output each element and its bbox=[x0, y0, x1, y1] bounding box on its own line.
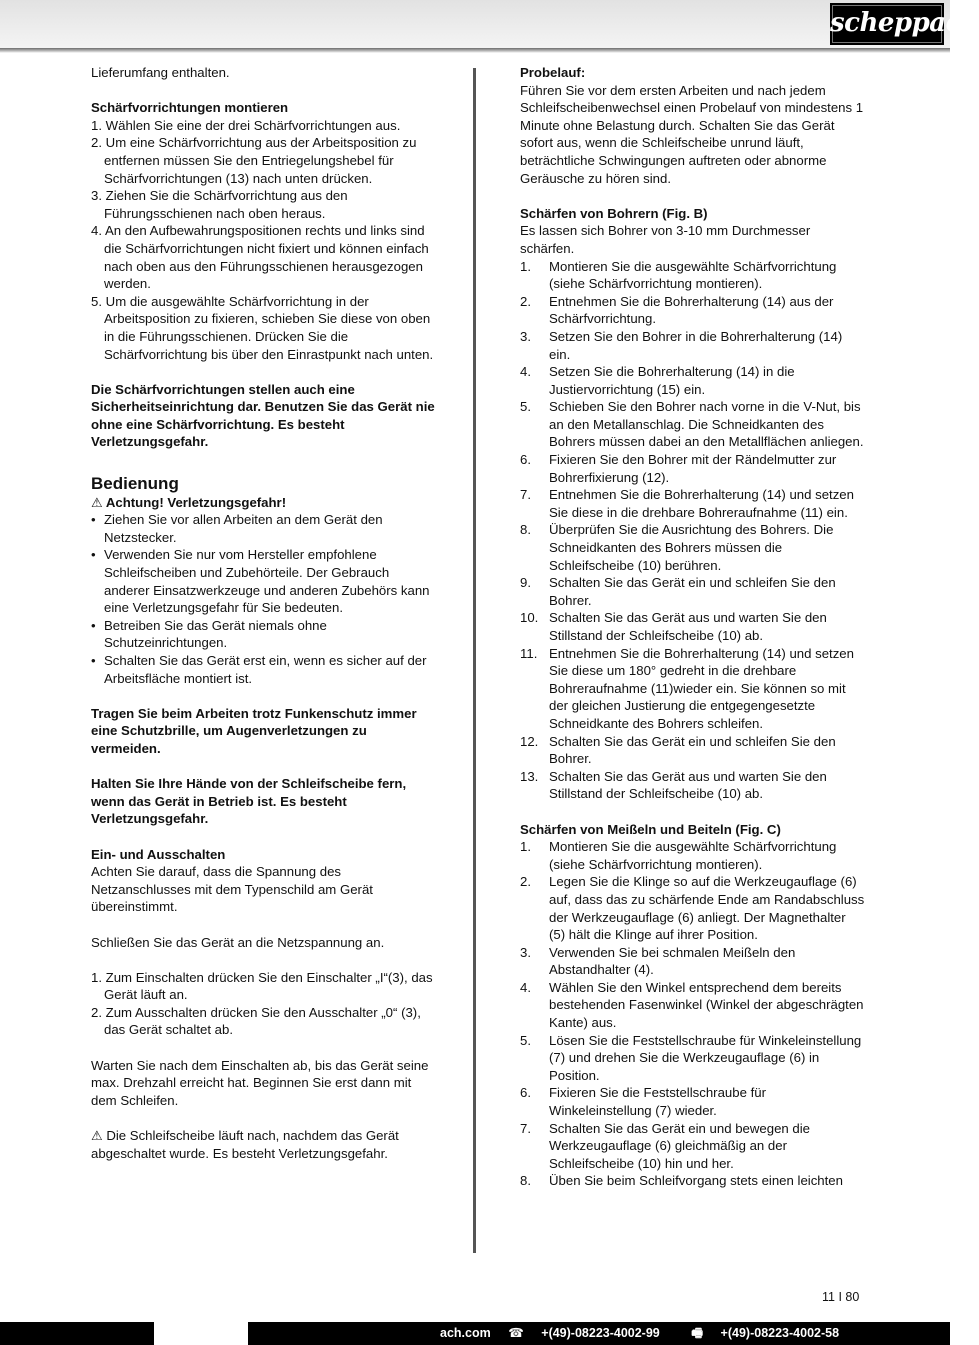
item-number: 12. bbox=[520, 733, 539, 749]
item-text: Montieren Sie die ausgewählte Schärfvorrichtung (siehe Schärfvorrichtung montieren). bbox=[549, 258, 837, 292]
bullet-text: Betreiben Sie das Gerät niemals ohne Schutzeinrichtungen. bbox=[104, 617, 327, 651]
bullet-dot-icon: • bbox=[91, 512, 96, 528]
item-text: Schalten Sie das Gerät ein und bewegen die Werkzeugauflage (6) gleichmäßig an der Schleifscheibe (10) hin und her. bbox=[549, 1120, 811, 1171]
item-text: Entnehmen Sie die Bohrerhalterung (14) und setzen Sie diese um 180° gedreht in die drehbare Bohreraufnahme (11)wieder ein. Sie können so mit der gleichen Justierung die entgegengesetzte Schneidkante des Bohrers schleifen. bbox=[549, 645, 854, 731]
list-item bbox=[520, 451, 865, 486]
item-number: 5. bbox=[520, 399, 531, 415]
list-item bbox=[520, 486, 865, 521]
item-text: Wählen Sie eine der drei Schärfvorrichtungen aus. bbox=[105, 117, 401, 133]
list-item bbox=[520, 574, 865, 609]
section-title-drill: Schärfen von Bohrern (Fig. B) bbox=[520, 205, 708, 221]
phone-number: +(49)-08223-4002-99 bbox=[541, 1326, 660, 1340]
item-text: Schieben Sie den Bohrer nach vorne in die V-Nut, bis an den Metallanschlag. Die Schneidkanten des Bohrers müssen dabei an den Metallflächen anliegen. bbox=[549, 399, 864, 450]
item-number: 7. bbox=[520, 487, 531, 503]
item-number: 3. bbox=[91, 188, 102, 204]
operation-bullets-list bbox=[91, 511, 436, 687]
switch-text-2: Schließen Sie das Gerät an die Netzspannung an. bbox=[91, 934, 385, 950]
list-item bbox=[520, 979, 865, 1032]
item-text: Setzen Sie die Bohrerhalterung (14) in die Justiervorrichtung (15) ein. bbox=[549, 364, 795, 397]
list-item bbox=[520, 363, 865, 398]
page-number: 11 I 80 bbox=[822, 1290, 860, 1304]
item-text: Wählen Sie den Winkel entsprechend dem bereits bestehenden Fasenwinkel (Winkel der abgeschrägten Kante) aus. bbox=[549, 979, 864, 1031]
list-item bbox=[520, 328, 865, 363]
item-number: 13. bbox=[520, 768, 539, 784]
item-number: 6. bbox=[520, 1085, 531, 1101]
switch-steps-list bbox=[91, 969, 436, 1039]
mount-steps-list bbox=[91, 117, 436, 363]
item-text: Um die ausgewählte Schärfvorrichtung in der Arbeitsposition zu fixieren, schieben Sie diese von oben in die Führungsschienen. Drücken Sie die Schärfvorrichtung bis über den Einrastpunkt nach unten. bbox=[104, 293, 434, 362]
footer-fax bbox=[691, 1326, 853, 1340]
item-number: 4. bbox=[91, 223, 102, 239]
item-number: 11. bbox=[520, 645, 538, 661]
bullet-dot-icon: • bbox=[91, 653, 96, 668]
item-number: 1. bbox=[91, 969, 102, 985]
goggles-note: Tragen Sie beim Arbeiten trotz Funkenschutz immer eine Schutzbrille, um Augenverletzungen zu vermeiden. bbox=[91, 705, 417, 756]
section-title-chisel: Schärfen von Meißeln und Beiteln (Fig. C) bbox=[520, 821, 781, 837]
list-item bbox=[520, 873, 865, 943]
list-item bbox=[520, 521, 865, 574]
fax-number: +(49)-08223-4002-58 bbox=[720, 1326, 840, 1340]
item-number: 1. bbox=[91, 117, 102, 133]
item-text: Schalten Sie das Gerät ein und schleifen Sie den Bohrer. bbox=[549, 733, 836, 767]
footer-phone bbox=[508, 1326, 674, 1340]
item-text: An den Aufbewahrungspositionen rechts und links sind die Schärfvorrichtungen nicht fixiert und können einfach nach oben aus den Führungsschienen herausgezogen werden. bbox=[104, 223, 429, 292]
chisel-steps-list bbox=[520, 838, 865, 1190]
left-column bbox=[91, 64, 436, 1162]
header-shadow bbox=[0, 48, 950, 53]
item-text: Fixieren Sie den Bohrer mit der Rändelmutter zur Bohrerfixierung (12). bbox=[549, 452, 837, 485]
list-item bbox=[520, 944, 865, 979]
section-title-switch: Ein- und Ausschalten bbox=[91, 846, 226, 862]
drill-steps-list bbox=[520, 258, 865, 803]
warning-line bbox=[91, 494, 436, 512]
list-item bbox=[91, 117, 436, 135]
item-text: Montieren Sie die ausgewählte Schärfvorrichtung (siehe Schärfvorrichtung montieren). bbox=[549, 839, 837, 872]
switch-text-1: Achten Sie darauf, dass die Spannung des Netzanschlusses mit dem Typenschild am Gerät übereinstimmt. bbox=[91, 864, 373, 915]
item-text: Schalten Sie das Gerät ein und schleifen Sie den Bohrer. bbox=[549, 575, 836, 608]
item-number: 5. bbox=[520, 1032, 531, 1048]
item-text: Legen Sie die Klinge so auf die Werkzeugauflage (6) auf, dass das zu schärfende Ende am Randabschluss der Werkzeugauflage (6) anliegt. Der Magnethalter (5) hält die Klinge auf ihrer Position. bbox=[549, 874, 865, 943]
bullet-text: Ziehen Sie vor allen Arbeiten an dem Gerät den Netzstecker. bbox=[104, 512, 383, 545]
list-item bbox=[520, 398, 865, 451]
item-text: Entnehmen Sie die Bohrerhalterung (14) und setzen Sie diese in die drehbare Bohreraufnahme (11) ein. bbox=[549, 487, 854, 520]
list-item bbox=[91, 1004, 436, 1039]
item-text: Zum Einschalten drücken Sie den Einschalter „I“(3), das Gerät läuft an. bbox=[104, 969, 433, 1003]
right-column bbox=[520, 64, 865, 1190]
item-number: 8. bbox=[520, 1173, 531, 1189]
item-number: 2. bbox=[91, 1004, 102, 1020]
item-text: Um eine Schärfvorrichtung aus der Arbeitsposition zu entfernen müssen Sie den Entriegelungshebel für Schärfvorrichtungen (13) nach unten drücken. bbox=[104, 135, 417, 186]
bullet-text: Schalten Sie das Gerät erst ein, wenn es sicher auf der Arbeitsfläche montiert ist. bbox=[104, 653, 427, 686]
item-number: 5. bbox=[91, 293, 102, 309]
item-text: Entnehmen Sie die Bohrerhalterung (14) aus der Schärfvorrichtung. bbox=[549, 293, 834, 327]
item-number: 1. bbox=[520, 258, 531, 274]
scheppach-logo: scheppach bbox=[830, 3, 944, 45]
list-item bbox=[520, 258, 865, 293]
test-text: Führen Sie vor dem ersten Arbeiten und nach jedem Schleifscheibenwechsel einen Probelauf von mindestens 1 Minute ohne Belastung durch. Schalten Sie das Gerät sofort aus, wenn die Schleifscheibe unrund läuft, beträchtliche Schwingungen auftreten oder abnorme Geräusche zu hören sind. bbox=[520, 82, 864, 186]
hands-note: Halten Sie Ihre Hände von der Schleifscheibe fern, wenn das Gerät in Betrieb ist. Es besteht Verletzungsgefahr. bbox=[91, 776, 407, 827]
header-bar bbox=[0, 0, 950, 48]
item-text: Ziehen Sie die Schärfvorrichtung aus den Führungsschienen nach oben heraus. bbox=[104, 188, 348, 221]
bullet-item bbox=[91, 511, 436, 546]
item-text: Setzen Sie den Bohrer in die Bohrerhalterung (14) ein. bbox=[549, 328, 843, 362]
warning-icon: ⚠ bbox=[91, 494, 103, 510]
bullet-item bbox=[91, 617, 436, 652]
runout-text-body: Die Schleifscheibe läuft nach, nachdem das Gerät abgeschaltet wurde. Es besteht Verletzungsgefahr. bbox=[91, 1128, 399, 1161]
section-title-test: Probelauf: bbox=[520, 65, 586, 80]
fax-icon: 🖷 bbox=[691, 1326, 704, 1340]
list-item bbox=[520, 609, 865, 644]
item-number: 3. bbox=[520, 328, 531, 344]
item-text: Überprüfen Sie die Ausrichtung des Bohrers. Die Schneidkanten des Bohrers müssen die Schleifscheibe (10) berühren. bbox=[549, 522, 834, 573]
item-number: 3. bbox=[520, 944, 531, 960]
bullet-item bbox=[91, 652, 436, 687]
item-number: 7. bbox=[520, 1120, 531, 1136]
item-text: Schalten Sie das Gerät aus und warten Sie den Stillstand der Schleifscheibe (10) ab. bbox=[549, 768, 827, 802]
list-item bbox=[520, 733, 865, 768]
item-number: 9. bbox=[520, 575, 531, 591]
list-item bbox=[520, 1172, 865, 1190]
list-item bbox=[520, 1032, 865, 1085]
item-number: 2. bbox=[520, 293, 531, 309]
column-divider bbox=[473, 68, 476, 1253]
list-item bbox=[520, 768, 865, 803]
section-title-mount: Schärfvorrichtungen montieren bbox=[91, 100, 289, 116]
item-text: Verwenden Sie bei schmalen Meißeln den Abstandhalter (4). bbox=[549, 944, 796, 978]
item-number: 2. bbox=[91, 135, 102, 151]
list-item bbox=[91, 293, 436, 363]
intro-text: Lieferumfang enthalten. bbox=[91, 65, 230, 80]
runout-text bbox=[91, 1127, 436, 1162]
wait-text: Warten Sie nach dem Einschalten ab, bis das Gerät seine max. Drehzahl erreicht hat. Beginnen Sie erst dann mit dem Schleifen. bbox=[91, 1057, 429, 1108]
item-number: 4. bbox=[520, 364, 531, 380]
list-item bbox=[520, 838, 865, 873]
list-item bbox=[91, 222, 436, 292]
item-number: 6. bbox=[520, 452, 531, 468]
item-number: 2. bbox=[520, 874, 531, 890]
item-text: Üben Sie beim Schleifvorgang stets einen leichten bbox=[549, 1173, 843, 1189]
drill-intro: Es lassen sich Bohrer von 3-10 mm Durchmesser schärfen. bbox=[520, 223, 811, 256]
item-number: 1. bbox=[520, 839, 531, 855]
list-item bbox=[520, 1120, 865, 1173]
bullet-text: Verwenden Sie nur vom Hersteller empfohlene Schleifscheiben und Zubehörteile. Der Gebrauch anderer Einsatzwerkzeuge und anderen Zubehörs kann eine Verletzungsgefahr für Sie bedeuten. bbox=[104, 547, 430, 616]
footer-contact bbox=[440, 1322, 867, 1345]
list-item bbox=[520, 293, 865, 328]
bullet-dot-icon: • bbox=[91, 547, 96, 563]
footer-website[interactable]: ach.com bbox=[440, 1326, 491, 1340]
list-item bbox=[520, 1084, 865, 1119]
section-title-operation: Bedienung bbox=[91, 473, 179, 493]
list-item bbox=[520, 645, 865, 733]
item-text: Lösen Sie die Feststellschraube für Winkeleinstellung (7) und drehen Sie die Werkzeugauflage (6) in Position. bbox=[549, 1032, 862, 1083]
safety-note: Die Schärfvorrichtungen stellen auch eine Sicherheitseinrichtung dar. Benutzen Sie das Gerät nie ohne eine Schärfvorrichtung. Es besteht Verletzungsgefahr. bbox=[91, 381, 435, 450]
list-item bbox=[91, 134, 436, 187]
bullet-item bbox=[91, 546, 436, 616]
footer-white-block bbox=[154, 1322, 248, 1345]
item-text: Fixieren Sie die Feststellschraube für Winkeleinstellung (7) wieder. bbox=[549, 1085, 766, 1119]
item-number: 8. bbox=[520, 522, 531, 538]
item-number: 10. bbox=[520, 610, 539, 626]
item-text: Zum Ausschalten drücken Sie den Ausschalter „0“ (3), das Gerät schaltet ab. bbox=[104, 1004, 421, 1038]
item-text: Schalten Sie das Gerät aus und warten Sie den Stillstand der Schleifscheibe (10) ab. bbox=[549, 610, 827, 643]
warning-label: Achtung! Verletzungsgefahr! bbox=[105, 494, 287, 510]
item-number: 4. bbox=[520, 979, 531, 995]
list-item bbox=[91, 187, 436, 222]
list-item bbox=[91, 969, 436, 1004]
warning-icon: ⚠ bbox=[91, 1128, 103, 1144]
bullet-dot-icon: • bbox=[91, 617, 96, 633]
phone-icon: ☎ bbox=[508, 1326, 524, 1340]
